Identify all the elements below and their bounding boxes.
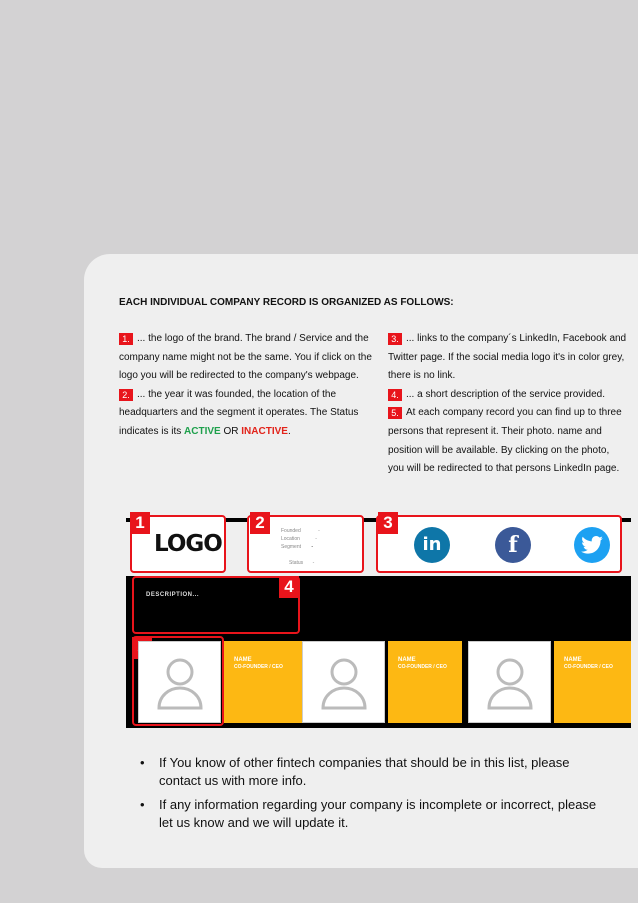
right-column bbox=[388, 330, 628, 479]
notes-list bbox=[140, 754, 610, 838]
meta-labels: Founded - Location - Segment - Status - bbox=[281, 528, 320, 566]
item-3: 3. ... links to the company´s LinkedIn, Facebook and Twitter page. If the social media logo it's in color grey, there is no link. bbox=[388, 333, 627, 382]
item-1: 1. ... the logo of the brand. The brand / Service and the company name might not be the same. You if click on the logo you will be redirected to the company's webpage. bbox=[119, 333, 372, 382]
linkedin-icon[interactable]: in bbox=[414, 527, 450, 563]
section-heading: EACH INDIVIDUAL COMPANY RECORD IS ORGANIZED AS FOLLOWS: bbox=[119, 297, 454, 308]
description-text: DESCRIPTION... bbox=[146, 592, 200, 598]
number-badge: 3. bbox=[388, 333, 402, 345]
number-badge: 4. bbox=[388, 389, 402, 401]
person-info-panel: NAME CO-FOUNDER / CEO bbox=[388, 641, 462, 723]
number-badge: 5. bbox=[388, 407, 402, 419]
item-5: 5. At each company record you can find up to three persons that represent it. Their photo. name and position will be available. By clicking on the photo, you will be redirected to that persons LinkedIn page. bbox=[388, 407, 622, 475]
tag-4: 4 bbox=[279, 576, 299, 598]
active-label: ACTIVE bbox=[184, 425, 221, 437]
item-4: 4. ... a short description of the service provided. bbox=[388, 386, 628, 405]
number-badge: 1. bbox=[119, 333, 133, 345]
tag-2: 2 bbox=[250, 512, 270, 534]
record-infographic bbox=[126, 512, 631, 728]
left-column bbox=[119, 330, 379, 442]
person-info-panel: NAME CO-FOUNDER / CEO bbox=[554, 641, 631, 723]
note-item: • If any information regarding your company is incomplete or incorrect, please let us know and we will update it. bbox=[140, 796, 610, 832]
person-photo[interactable] bbox=[468, 641, 551, 723]
twitter-icon[interactable] bbox=[574, 527, 610, 563]
description-box bbox=[132, 576, 300, 634]
person-info-panel: NAME CO-FOUNDER / CEO bbox=[224, 641, 304, 723]
person-photo[interactable] bbox=[138, 641, 221, 723]
tag-3: 3 bbox=[378, 512, 398, 534]
facebook-icon[interactable]: f bbox=[495, 527, 531, 563]
person-photo[interactable] bbox=[302, 641, 385, 723]
logo-placeholder: LOGO bbox=[154, 531, 222, 557]
inactive-label: INACTIVE bbox=[241, 425, 288, 437]
note-item: • If You know of other fintech companies that should be in this list, please contact us with more info. bbox=[140, 754, 610, 790]
social-box bbox=[376, 515, 622, 573]
tag-1: 1 bbox=[130, 512, 150, 534]
item-2: 2. ... the year it was founded, the location of the headquarters and the segment it operates. The Status indicates is its ACTIVE OR INACTIVE. bbox=[119, 388, 359, 437]
number-badge: 2. bbox=[119, 389, 133, 401]
